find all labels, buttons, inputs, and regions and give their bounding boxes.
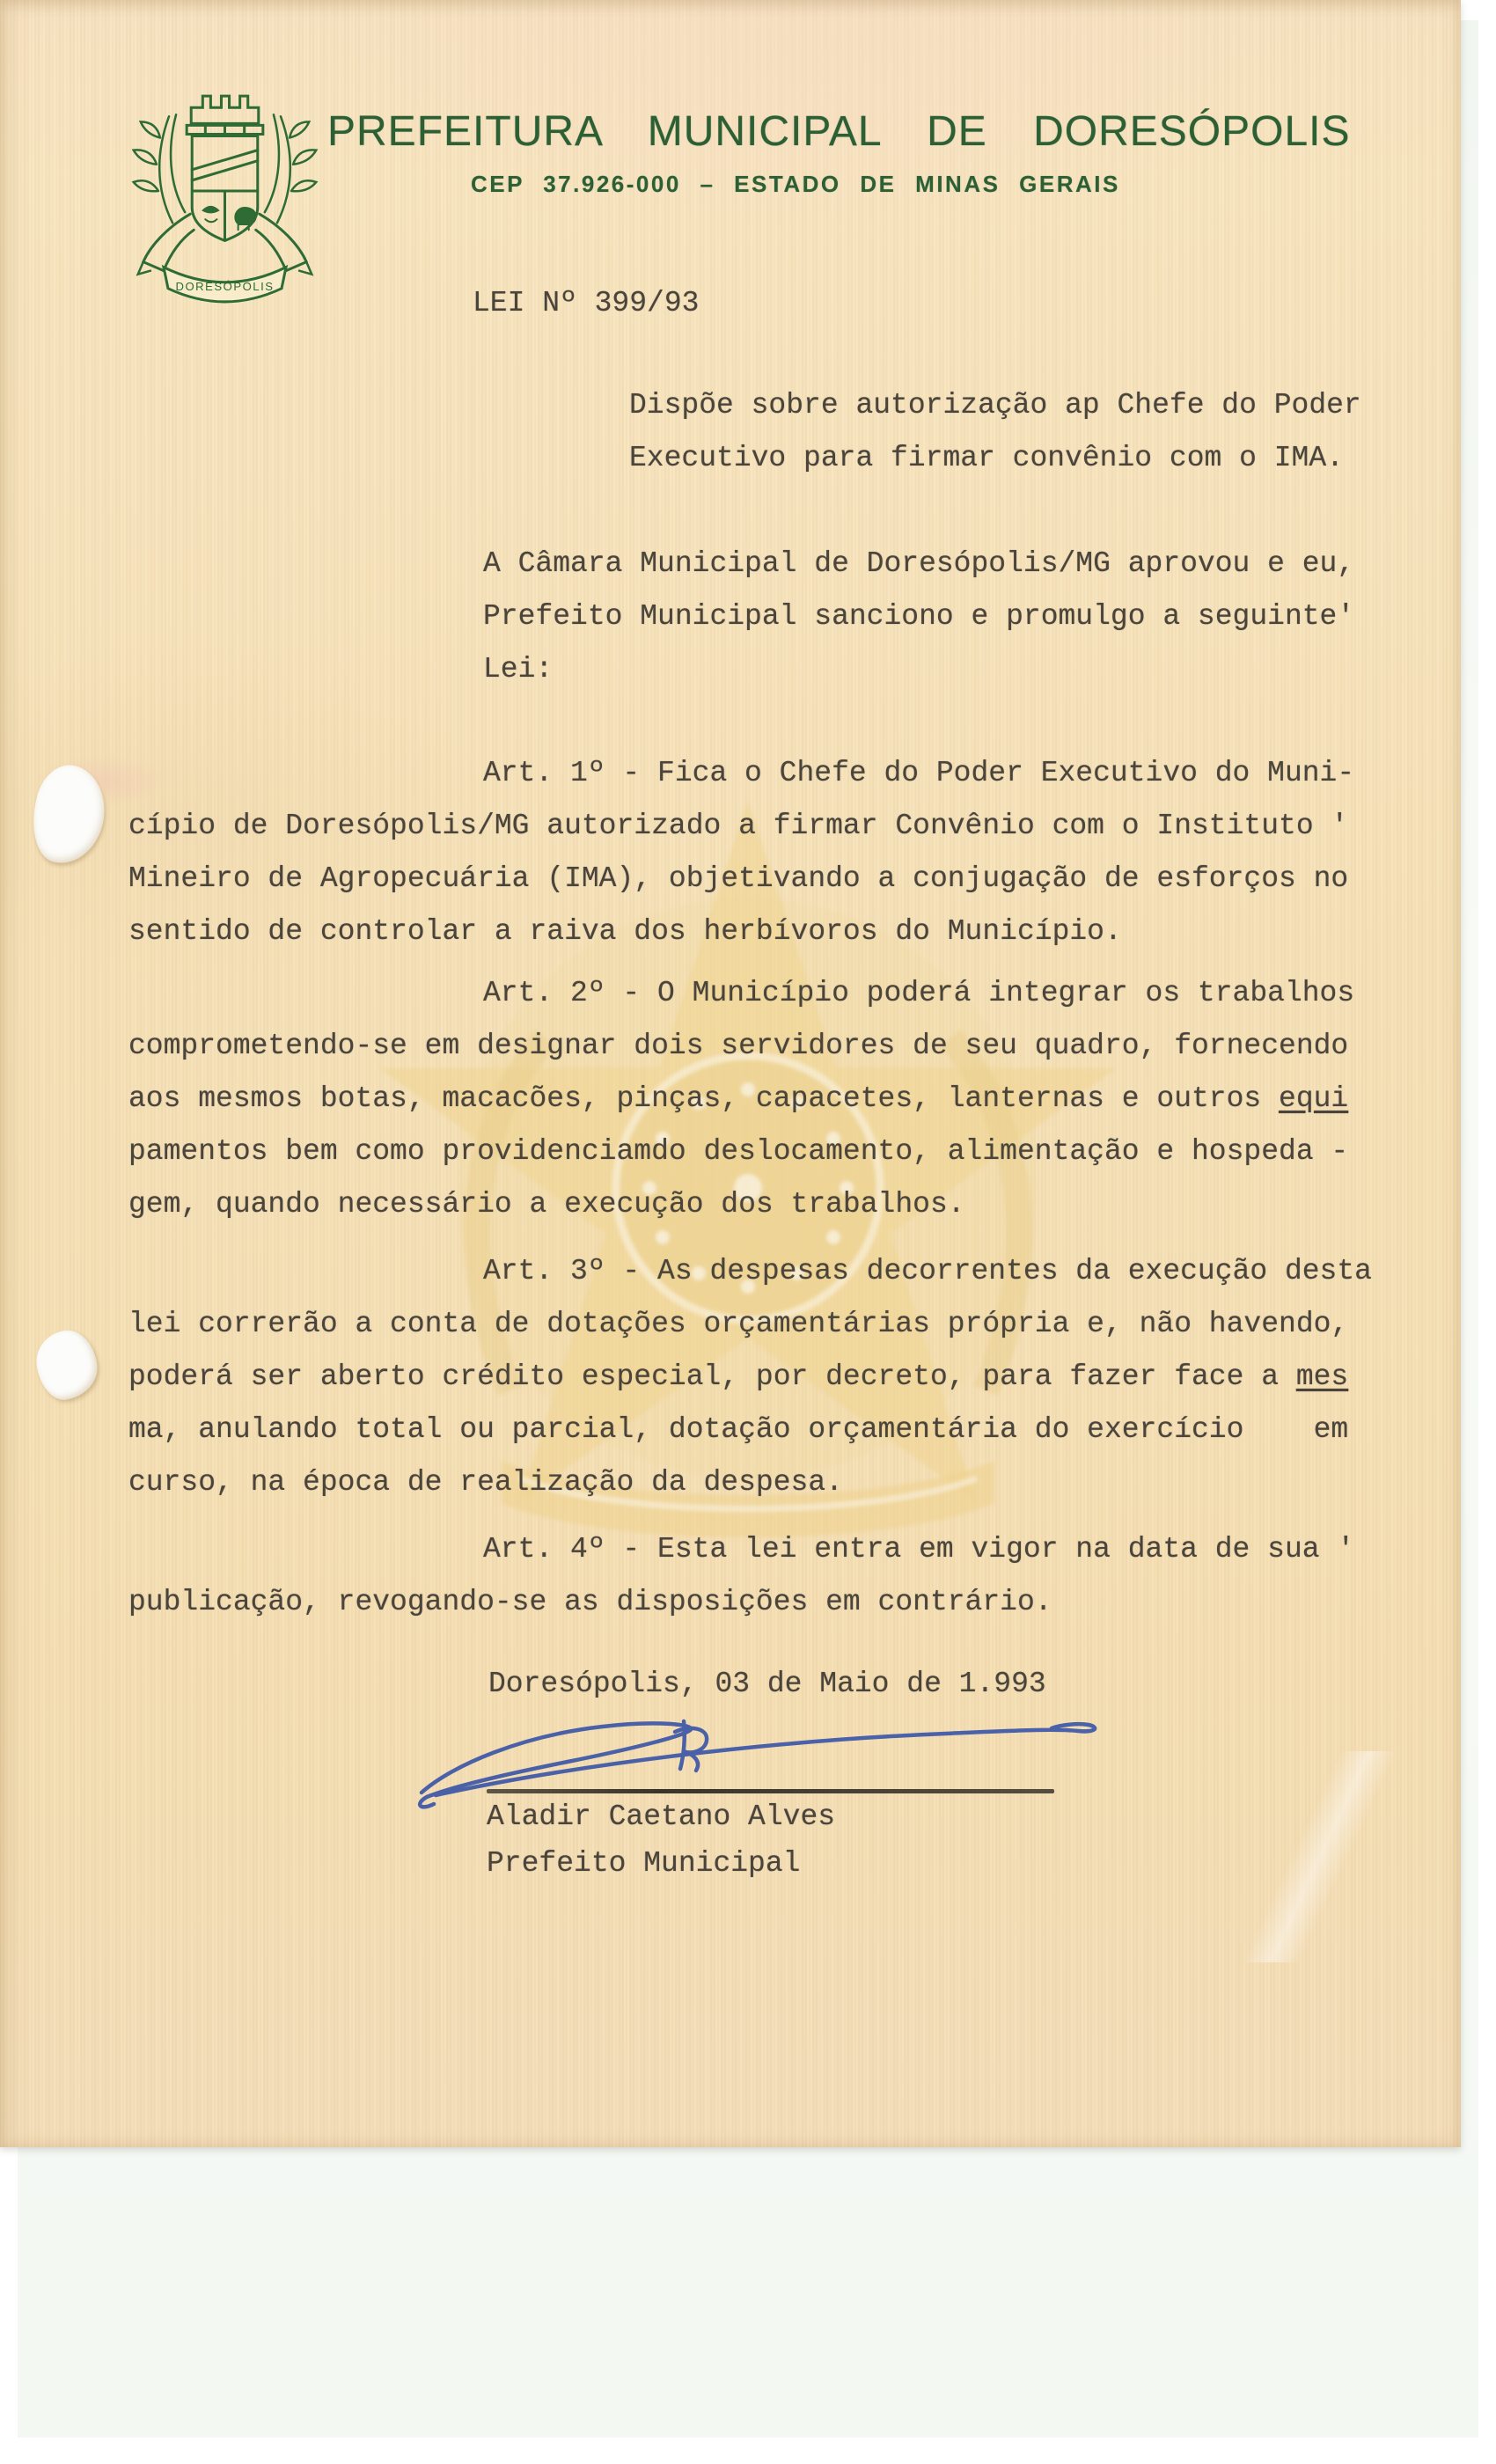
typed-line: ma, anulando total ou parcial, dotação orçamentária do exercício em xyxy=(128,1413,1349,1446)
signer-name: Aladir Caetano Alves xyxy=(487,1800,836,1833)
typed-line: Lei: xyxy=(483,653,554,686)
typed-line: curso, na época de realização da despesa. xyxy=(128,1466,843,1499)
crest-banner-text: DORESÓPOLIS xyxy=(175,279,275,293)
epigraph xyxy=(629,379,1361,485)
typed-line: sentido de controlar a raiva dos herbívoros do Município. xyxy=(128,915,1122,948)
punch-hole-bottom xyxy=(33,1327,101,1404)
preamble xyxy=(483,538,1354,696)
typed-line: gem, quando necessário a execução dos trabalhos. xyxy=(128,1188,965,1221)
article-4 xyxy=(128,1523,1387,1629)
typed-line: cípio de Doresópolis/MG autorizado a firmar Convênio com o Instituto ' xyxy=(128,810,1349,842)
typed-line: Executivo para firmar convênio com o IMA. xyxy=(629,442,1344,474)
typed-line: Art. 4º - Esta lei entra em vigor na data de sua ' xyxy=(483,1533,1355,1566)
typed-line: publicação, revogando-se as disposições em contrário. xyxy=(128,1586,1052,1618)
paper-crease xyxy=(1188,1751,1452,1962)
typed-line: A Câmara Municipal de Doresópolis/MG aprovou e eu, xyxy=(483,547,1355,580)
underlined-syllable: mes xyxy=(1295,1360,1349,1393)
article-2 xyxy=(128,967,1387,1231)
typed-line: Prefeito Municipal sanciono e promulgo a seguinte' xyxy=(483,600,1355,633)
typed-line: aos mesmos botas, macacões, pinças, capacetes, lanternas e outros equi xyxy=(128,1082,1349,1115)
typed-line: Art. 3º - As despesas decorrentes da execução desta xyxy=(483,1255,1372,1287)
typed-line: Art. 1º - Fica o Chefe do Poder Executivo do Muni- xyxy=(483,757,1355,789)
law-number: LEI Nº 399/93 xyxy=(473,287,700,319)
dateline: Doresópolis, 03 de Maio de 1.993 xyxy=(488,1668,1046,1700)
underlined-syllable: equi xyxy=(1279,1082,1349,1115)
article-1 xyxy=(128,747,1387,958)
typed-line: Dispõe sobre autorização ap Chefe do Poder xyxy=(629,389,1361,422)
municipal-crest-logo xyxy=(113,79,337,310)
letterhead-title: PREFEITURA MUNICIPAL DE DORESÓPOLIS xyxy=(327,108,1351,155)
typed-line: Mineiro de Agropecuária (IMA), objetivando a conjugação de esforços no xyxy=(128,862,1349,895)
typed-line: Art. 2º - O Município poderá integrar os trabalhos xyxy=(483,977,1355,1009)
letterhead-subtitle: CEP 37.926-000 – ESTADO DE MINAS GERAIS xyxy=(471,171,1120,197)
typed-line: lei correrão a conta de dotações orçamentárias própria e, não havendo, xyxy=(128,1308,1349,1340)
article-3 xyxy=(128,1245,1387,1509)
signer-title: Prefeito Municipal xyxy=(487,1847,801,1880)
typed-line: pamentos bem como providenciamdo deslocamento, alimentação e hospeda - xyxy=(128,1135,1349,1168)
typed-line: poderá ser aberto crédito especial, por decreto, para fazer face a mes xyxy=(128,1360,1349,1393)
typed-line: comprometendo-se em designar dois servidores de seu quadro, fornecendo xyxy=(128,1030,1349,1062)
